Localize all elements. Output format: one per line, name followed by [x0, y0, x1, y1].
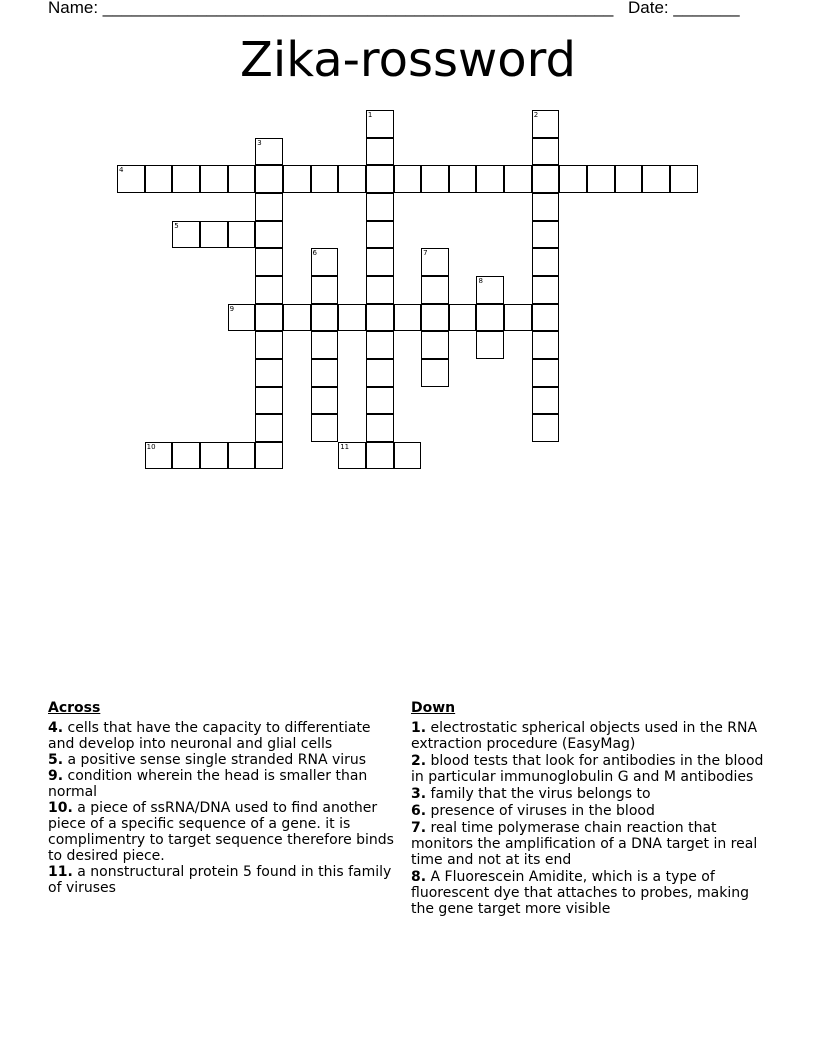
- grid-cell[interactable]: [366, 304, 394, 332]
- grid-cell[interactable]: [228, 442, 256, 470]
- grid-cell[interactable]: [532, 138, 560, 166]
- grid-cell[interactable]: [366, 276, 394, 304]
- clue-across-10: [48, 800, 398, 864]
- grid-cell[interactable]: [145, 165, 173, 193]
- grid-cell[interactable]: [311, 359, 339, 387]
- clue-down-3: [411, 786, 771, 802]
- cell-number: 8: [478, 276, 483, 285]
- clue-number: 1.: [411, 720, 427, 736]
- down-heading: Down: [411, 700, 456, 716]
- clue-across-4: [48, 720, 398, 752]
- grid-cell[interactable]: [532, 414, 560, 442]
- grid-cell[interactable]: [476, 276, 504, 304]
- grid-cell[interactable]: [200, 442, 228, 470]
- grid-cell[interactable]: [255, 248, 283, 276]
- grid-cell[interactable]: [228, 304, 256, 332]
- grid-cell[interactable]: [366, 387, 394, 415]
- clue-number: 2.: [411, 753, 427, 769]
- clue-text: A Fluorescein Amidite, which is a type of fluorescent dye that attaches to probes, making the gene target more visible: [411, 869, 749, 917]
- grid-cell[interactable]: [421, 276, 449, 304]
- grid-cell[interactable]: [311, 387, 339, 415]
- cell-number: 9: [229, 304, 235, 313]
- clue-number: 4.: [48, 720, 64, 736]
- clue-text: blood tests that look for antibodies in the blood in particular immunoglobulin G and M antibodies: [411, 753, 764, 785]
- grid-cell[interactable]: [532, 331, 560, 359]
- clue-number: 7.: [411, 820, 427, 836]
- grid-cell[interactable]: [642, 165, 670, 193]
- clue-down-2: [411, 753, 771, 785]
- grid-cell[interactable]: [421, 165, 449, 193]
- grid-cell[interactable]: [200, 165, 228, 193]
- grid-cell[interactable]: [255, 304, 283, 332]
- grid-cell[interactable]: [366, 331, 394, 359]
- clue-across-9: [48, 768, 398, 800]
- clue-down-8: [411, 869, 771, 917]
- clue-number: 11.: [48, 864, 73, 880]
- clue-down-1: [411, 720, 771, 752]
- grid-cell[interactable]: [255, 138, 283, 166]
- grid-cell[interactable]: [145, 442, 173, 470]
- grid-cell[interactable]: [283, 304, 311, 332]
- cell-number: 1: [367, 111, 373, 119]
- grid-cell[interactable]: [532, 165, 560, 193]
- grid-cell[interactable]: [366, 248, 394, 276]
- name-field-label: Name: ______________________________________________________: [48, 0, 614, 17]
- clue-down-6: [411, 803, 771, 819]
- grid-cell[interactable]: [366, 165, 394, 193]
- grid-cell[interactable]: [255, 193, 283, 221]
- grid-cell[interactable]: [311, 331, 339, 359]
- grid-cell[interactable]: [255, 165, 283, 193]
- grid-cell[interactable]: [476, 304, 504, 332]
- grid-cell[interactable]: [394, 165, 422, 193]
- grid-cell[interactable]: [311, 276, 339, 304]
- grid-cell[interactable]: [449, 304, 477, 332]
- grid-cell[interactable]: [228, 165, 256, 193]
- grid-cell[interactable]: [117, 165, 145, 193]
- grid-cell[interactable]: [366, 359, 394, 387]
- grid-cell[interactable]: [421, 359, 449, 387]
- clue-number: 9.: [48, 768, 64, 784]
- grid-cell[interactable]: [255, 221, 283, 249]
- grid-cell[interactable]: [311, 248, 339, 276]
- grid-cell[interactable]: [532, 248, 560, 276]
- grid-cell[interactable]: [476, 165, 504, 193]
- cell-number: 2: [533, 111, 539, 119]
- grid-cell[interactable]: [394, 304, 422, 332]
- grid-cell[interactable]: [532, 304, 560, 332]
- cell-number: 10: [146, 442, 156, 451]
- clue-text: electrostatic spherical objects used in the RNA extraction procedure (EasyMag): [411, 720, 758, 752]
- across-heading: Across: [48, 700, 101, 716]
- grid-cell[interactable]: [421, 248, 449, 276]
- clue-text: presence of viruses in the blood: [430, 803, 655, 819]
- grid-cell[interactable]: [587, 165, 615, 193]
- grid-cell[interactable]: [172, 442, 200, 470]
- grid-cell[interactable]: [532, 221, 560, 249]
- grid-cell[interactable]: [366, 221, 394, 249]
- clue-number: 10.: [48, 800, 73, 816]
- grid-cell[interactable]: [311, 304, 339, 332]
- grid-cell[interactable]: [338, 304, 366, 332]
- grid-cell[interactable]: [255, 276, 283, 304]
- grid-cell[interactable]: [615, 165, 643, 193]
- grid-cell[interactable]: [504, 165, 532, 193]
- cell-number: 3: [257, 138, 262, 147]
- grid-cell[interactable]: [476, 331, 504, 359]
- clue-number: 6.: [411, 803, 427, 819]
- grid-cell[interactable]: [338, 165, 366, 193]
- clue-down-7: [411, 820, 771, 868]
- grid-cell[interactable]: [311, 414, 339, 442]
- grid-cell[interactable]: [366, 138, 394, 166]
- grid-cell[interactable]: [228, 221, 256, 249]
- grid-cell[interactable]: [200, 221, 228, 249]
- grid-cell[interactable]: [532, 276, 560, 304]
- grid-cell[interactable]: [255, 442, 283, 470]
- cell-number: 5: [174, 221, 179, 230]
- grid-cell[interactable]: [366, 193, 394, 221]
- grid-cell[interactable]: [172, 221, 200, 249]
- grid-cell[interactable]: [559, 165, 587, 193]
- clue-text: real time polymerase chain reaction that monitors the amplification of a DNA target in real time and not at its end: [411, 820, 758, 868]
- cell-number: 6: [312, 249, 318, 258]
- grid-cell[interactable]: [366, 442, 394, 470]
- grid-cell[interactable]: [366, 110, 394, 138]
- grid-cell[interactable]: [504, 304, 532, 332]
- grid-cell[interactable]: [532, 359, 560, 387]
- cell-number: 11: [340, 442, 350, 451]
- grid-cell[interactable]: [172, 165, 200, 193]
- crossword-grid: [0, 0, 816, 480]
- grid-cell[interactable]: [532, 193, 560, 221]
- grid-cell[interactable]: [283, 165, 311, 193]
- date-field-label: Date: _______: [628, 0, 740, 17]
- clue-number: 5.: [48, 752, 64, 768]
- grid-cell[interactable]: [532, 387, 560, 415]
- grid-cell[interactable]: [394, 442, 422, 470]
- clue-across-11: [48, 864, 398, 896]
- page-title: Zika-rossword: [240, 32, 576, 88]
- grid-cell[interactable]: [670, 165, 698, 193]
- clue-text: a piece of ssRNA/DNA used to find another piece of a specific sequence of a gene. it is complimentry to target sequence therefore binds to desired piece.: [48, 800, 394, 864]
- grid-cell[interactable]: [255, 331, 283, 359]
- down-clues: [411, 700, 771, 918]
- grid-cell[interactable]: [449, 165, 477, 193]
- grid-cell[interactable]: [338, 442, 366, 470]
- grid-cell[interactable]: [255, 359, 283, 387]
- grid-cell[interactable]: [311, 165, 339, 193]
- grid-cell[interactable]: [421, 304, 449, 332]
- clue-text: cells that have the capacity to differentiate and develop into neuronal and glial cells: [48, 720, 371, 752]
- cell-number: 4: [119, 166, 124, 175]
- grid-cell[interactable]: [532, 110, 560, 138]
- clue-across-5: [48, 752, 398, 768]
- clue-number: 8.: [411, 869, 427, 885]
- clue-text: family that the virus belongs to: [430, 786, 651, 802]
- across-clues: [48, 700, 398, 896]
- cell-number: 7: [423, 249, 428, 258]
- clue-text: condition wherein the head is smaller than normal: [48, 768, 368, 800]
- clue-text: a nonstructural protein 5 found in this family of viruses: [48, 864, 392, 896]
- clue-text: a positive sense single stranded RNA virus: [67, 752, 367, 768]
- grid-cell[interactable]: [255, 387, 283, 415]
- grid-cell[interactable]: [255, 414, 283, 442]
- clue-number: 3.: [411, 786, 427, 802]
- grid-cell[interactable]: [366, 414, 394, 442]
- grid-cell[interactable]: [421, 331, 449, 359]
